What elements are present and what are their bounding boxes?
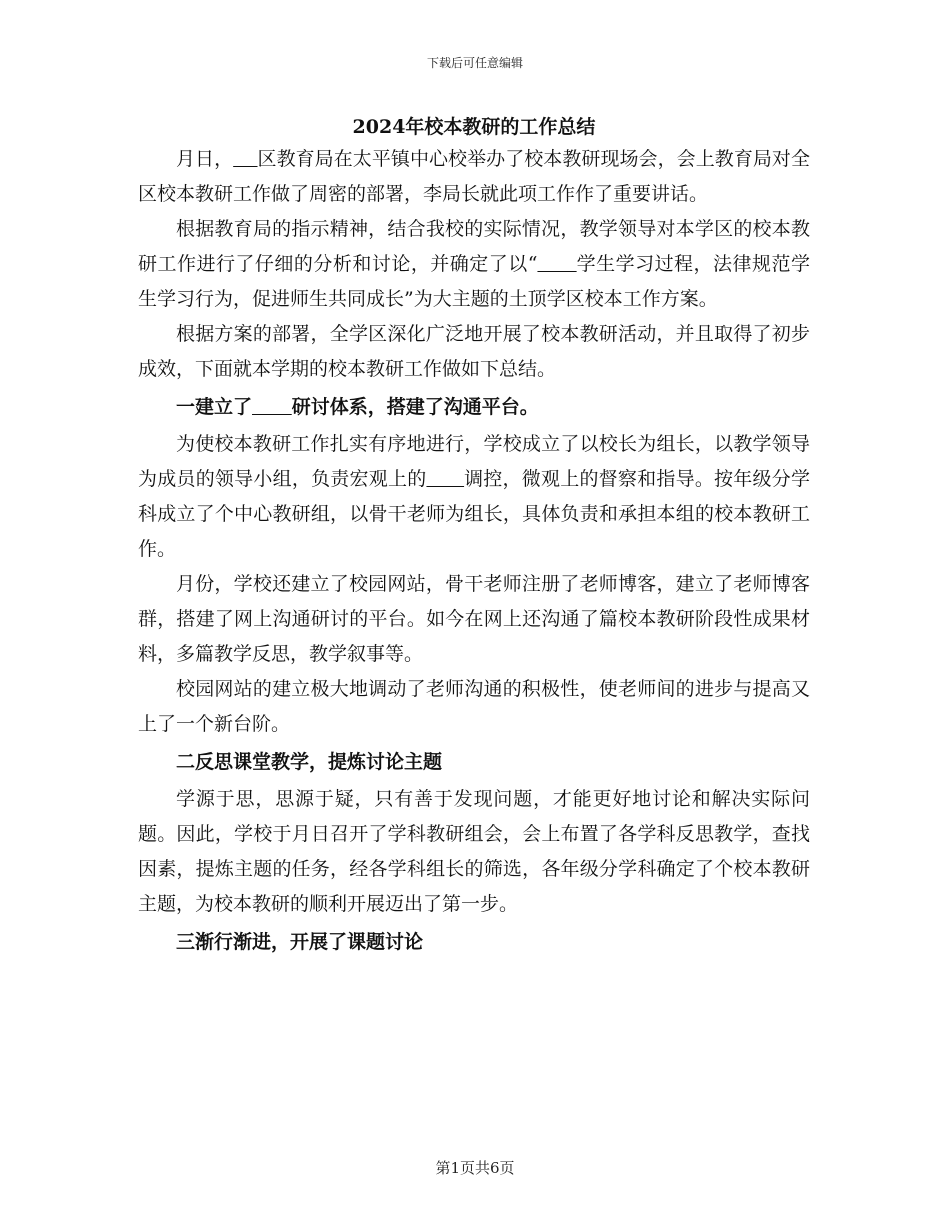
page-header: 下载后可任意编辑 bbox=[426, 56, 523, 70]
body-paragraph: 校园网站的建立极大地调动了老师沟通的积极性，使老师间的进步与提高又上了一个新台阶。 bbox=[138, 678, 810, 735]
blank-underline bbox=[233, 148, 257, 170]
body-paragraph: 学源于思，思源于疑，只有善于发现问题，才能更好地讨论和解决实际问题。因此，学校于月日召开了学科教研组会，会上布置了各学科反思教学，查找因素，提炼主题的任务，经各学科组长的筛选，各年级分学科确定了个校本教研主题，为校本教研的顺利开展迈出了第一步。 bbox=[138, 788, 810, 915]
body-paragraph: 月份，学校还建立了校园网站，骨干老师注册了老师博客，建立了老师博客群，搭建了网上沟通研讨的平台。如今在网上还沟通了篇校本教研阶段性成果材料，多篇教学反思，教学叙事等。 bbox=[138, 573, 810, 665]
body-paragraph: 根据教育局的指示精神，结合我校的实际情况，教学领导对本学区的校本教研工作进行了仔细的分析和讨论，并确定了以“ 学生学习过程，法律规范学生学习行为，促进师生共同成长”为大主题的土顶学区校本工作方案。 bbox=[138, 218, 810, 310]
body-paragraph: 为使校本教研工作扎实有序地进行，学校成立了以校长为组长，以教学领导为成员的领导小组，负责宏观上的 调控，微观上的督察和指导。按年级分学科成立了个中心教研组，以骨干老师为组长，具体负责和承担本组的校本教研工作。 bbox=[138, 433, 810, 560]
section-heading: 二反思课堂教学，提炼讨论主题 bbox=[176, 751, 443, 773]
blank-underline bbox=[537, 253, 576, 275]
page-footer: 第1页共6页 bbox=[435, 1159, 515, 1177]
section-heading: 三渐行渐进，开展了课题讨论 bbox=[176, 931, 424, 953]
document-content bbox=[138, 142, 810, 962]
document-body bbox=[138, 112, 810, 962]
body-paragraph: 根据方案的部署，全学区深化广泛地开展了校本教研活动，并且取得了初步成效，下面就本学期的校本教研工作做如下总结。 bbox=[138, 323, 810, 380]
blank-underline bbox=[426, 468, 464, 490]
section-heading: 一建立了 研讨体系，搭建了沟通平台。 bbox=[176, 396, 539, 418]
document-title: 2024年校本教研的工作总结 bbox=[352, 116, 596, 138]
body-paragraph: 月日， 区教育局在太平镇中心校举办了校本教研现场会，会上教育局对全区校本教研工作做了周密的部署，李局长就此项工作作了重要讲话。 bbox=[138, 148, 810, 205]
blank-underline bbox=[252, 396, 292, 418]
